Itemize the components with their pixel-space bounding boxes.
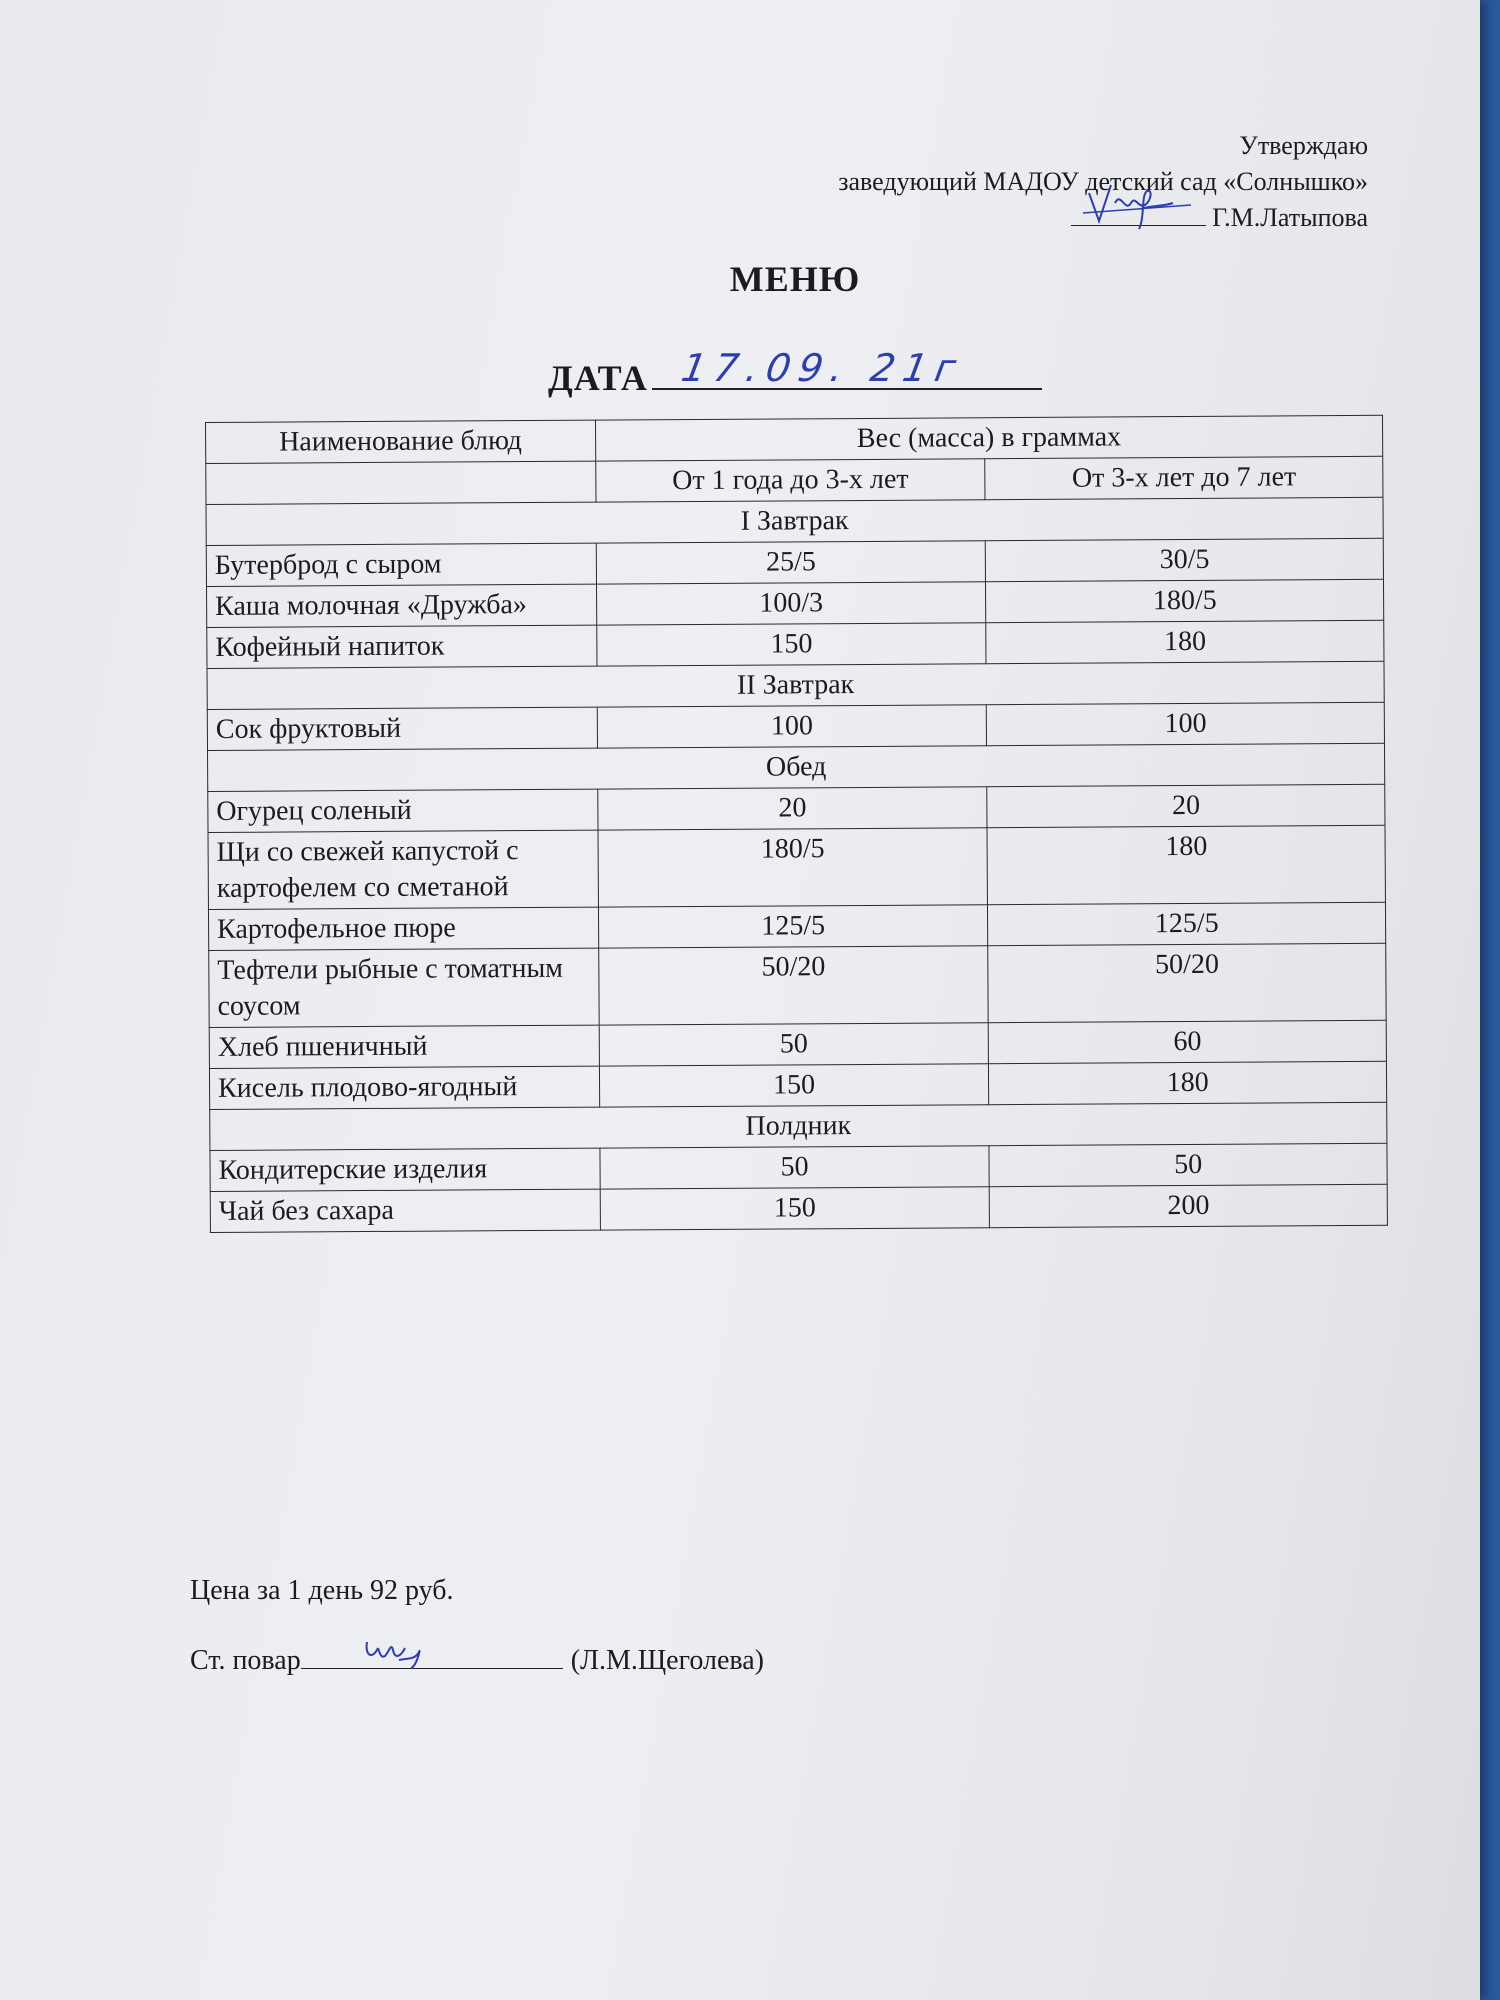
table-row — [210, 1184, 1387, 1232]
weight-age-3-7-cell: 180 — [986, 620, 1384, 663]
dish-name-cell: Щи со свежей капустой с картофелем со сметаной — [208, 830, 598, 909]
date-field — [652, 346, 1042, 390]
table-row — [209, 943, 1386, 1027]
header-age-1-3: От 1 года до 3-х лет — [595, 459, 985, 502]
section-row — [210, 1102, 1387, 1150]
table-row — [208, 825, 1385, 909]
weight-age-1-3-cell: 150 — [599, 1064, 989, 1107]
section-row — [208, 743, 1385, 791]
weight-age-1-3-cell: 100/3 — [596, 582, 986, 625]
weight-age-1-3-cell: 180/5 — [598, 828, 988, 907]
weight-age-3-7-cell: 60 — [989, 1020, 1387, 1063]
weight-age-3-7-cell: 20 — [987, 784, 1385, 827]
dish-name-cell: Картофельное пюре — [208, 907, 598, 950]
weight-age-1-3-cell: 50 — [600, 1146, 990, 1189]
handwritten-date: 17.09. 21г — [677, 346, 967, 390]
dish-name-cell: Кондитерские изделия — [210, 1148, 600, 1191]
director-signature — [1081, 173, 1201, 233]
approval-signature-row — [838, 200, 1368, 236]
weight-age-3-7-cell: 180 — [989, 1061, 1387, 1104]
dish-name-cell: Сок фруктовый — [207, 707, 597, 750]
weight-age-3-7-cell: 30/5 — [986, 538, 1384, 581]
dish-name-cell: Кофейный напиток — [207, 625, 597, 668]
table-row — [208, 902, 1385, 950]
signature-line — [301, 1642, 563, 1669]
weight-age-3-7-cell: 125/5 — [988, 902, 1386, 945]
header-weight: Вес (масса) в граммах — [595, 415, 1382, 461]
section-row — [206, 497, 1383, 545]
cook-signature-row — [190, 1642, 764, 1677]
weight-age-1-3-cell: 150 — [596, 623, 986, 666]
date-label: ДАТА — [548, 358, 648, 398]
table-header-row — [206, 415, 1383, 463]
weight-age-3-7-cell: 50 — [989, 1143, 1387, 1186]
weight-age-1-3-cell: 150 — [600, 1187, 990, 1230]
weight-age-1-3-cell: 25/5 — [596, 541, 986, 584]
table-row — [210, 1143, 1387, 1191]
table-row — [206, 538, 1383, 586]
weight-age-3-7-cell: 180 — [987, 825, 1385, 904]
header-empty-cell — [206, 461, 596, 504]
dish-name-cell: Хлеб пшеничный — [209, 1025, 599, 1068]
cook-signature — [361, 1620, 451, 1670]
table-row — [209, 1061, 1386, 1109]
weight-age-1-3-cell: 100 — [597, 705, 987, 748]
weight-age-3-7-cell: 50/20 — [988, 943, 1386, 1022]
approval-title: Утверждаю — [1239, 131, 1368, 160]
weight-age-1-3-cell: 50/20 — [598, 946, 988, 1025]
approval-position: заведующий МАДОУ детский сад «Солнышко» — [838, 167, 1368, 196]
section-title: I Завтрак — [206, 497, 1383, 545]
header-dish-name: Наименование блюд — [206, 420, 596, 463]
section-title: II Завтрак — [207, 661, 1384, 709]
weight-age-1-3-cell: 20 — [597, 787, 987, 830]
section-row — [207, 661, 1384, 709]
price-line: Цена за 1 день 92 руб. — [190, 1575, 454, 1606]
weight-age-3-7-cell: 200 — [990, 1184, 1388, 1227]
approval-block — [838, 128, 1368, 236]
table-row — [207, 620, 1384, 668]
page-title: МЕНЮ — [729, 259, 861, 299]
dish-name-cell: Каша молочная «Дружба» — [207, 584, 597, 627]
dish-name-cell: Чай без сахара — [210, 1189, 600, 1232]
dish-name-cell: Кисель плодово-ягодный — [209, 1066, 599, 1109]
dish-name-cell: Бутерброд с сыром — [206, 543, 596, 586]
date-row — [548, 346, 1042, 399]
section-title: Обед — [208, 743, 1385, 791]
approver-name: Г.М.Латыпова — [1212, 203, 1368, 232]
table-row — [208, 784, 1385, 832]
header-age-3-7: От 3-х лет до 7 лет — [985, 456, 1383, 499]
weight-age-1-3-cell: 125/5 — [598, 905, 988, 948]
dish-name-cell: Огурец соленый — [208, 789, 598, 832]
weight-age-1-3-cell: 50 — [599, 1023, 989, 1066]
cook-name: (Л.М.Щеголева) — [570, 1645, 765, 1676]
section-title: Полдник — [210, 1102, 1387, 1150]
table-row — [207, 579, 1384, 627]
table-row — [207, 702, 1384, 750]
table-row — [209, 1020, 1386, 1068]
dish-name-cell: Тефтели рыбные с томатным соусом — [209, 948, 599, 1027]
cook-label: Ст. повар — [190, 1645, 301, 1676]
table-subheader-row — [206, 456, 1383, 504]
menu-table — [205, 415, 1388, 1233]
weight-age-3-7-cell: 100 — [987, 702, 1385, 745]
weight-age-3-7-cell: 180/5 — [986, 579, 1384, 622]
signature-line — [1071, 203, 1206, 226]
